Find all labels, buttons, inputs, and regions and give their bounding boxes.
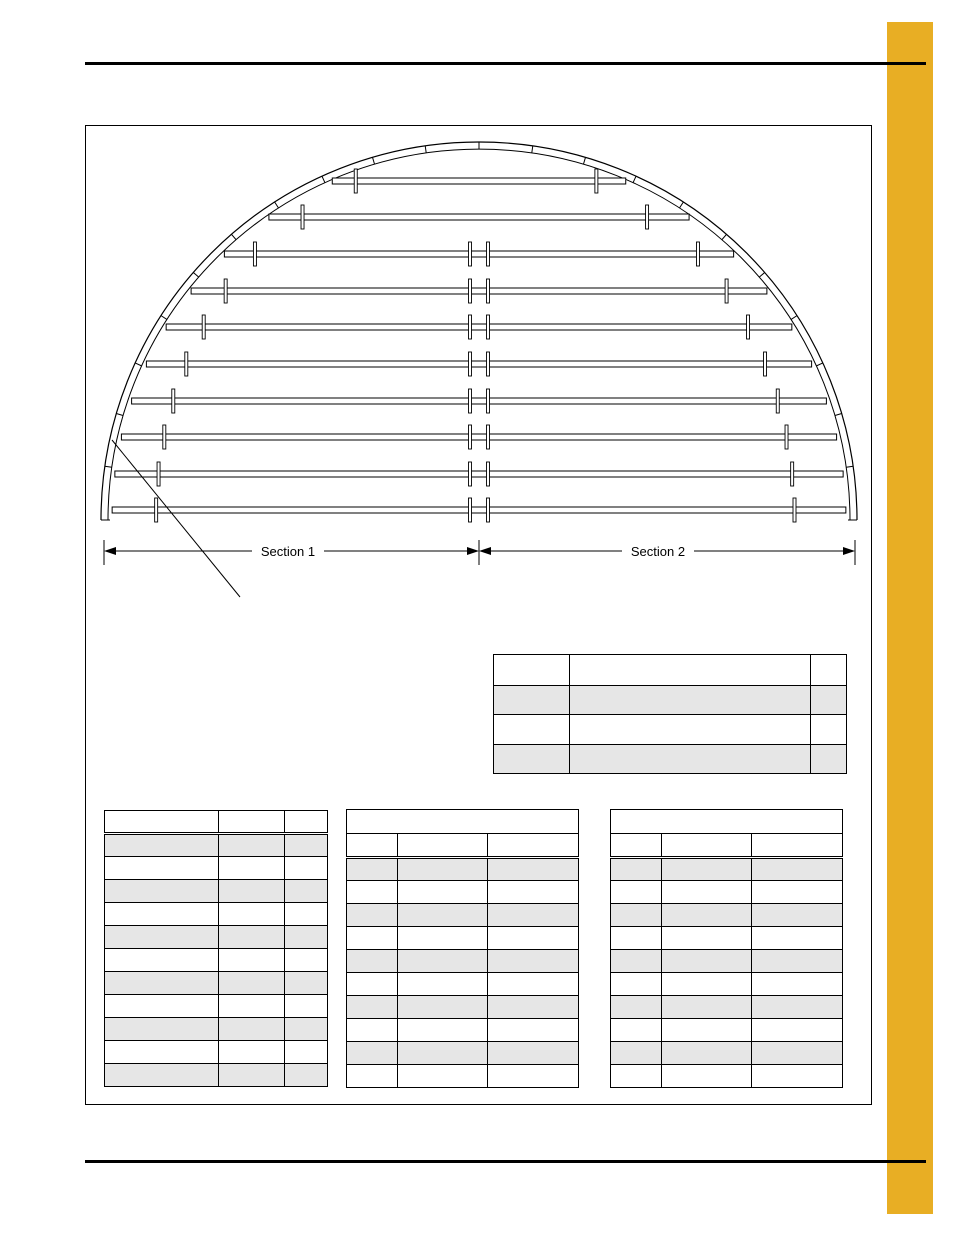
table-row — [105, 880, 328, 903]
arc-inner — [108, 149, 850, 520]
table-cell — [488, 904, 579, 927]
table-cell — [285, 949, 328, 972]
floor-perimeter-arc — [101, 142, 857, 520]
beam-support-post — [487, 242, 490, 266]
table-cell — [752, 996, 843, 1019]
beam-support-post — [202, 315, 205, 339]
table-cell — [397, 950, 488, 973]
table-header — [105, 811, 328, 834]
table-row — [611, 996, 843, 1019]
arc-outer — [101, 142, 857, 520]
table-cell — [397, 996, 488, 1019]
beam-table-b — [346, 809, 579, 1088]
floor-beam — [112, 507, 846, 513]
beam-support-post — [764, 352, 767, 376]
beam-table-a — [104, 810, 328, 1087]
table-row — [105, 1041, 328, 1064]
beam-support-post — [725, 279, 728, 303]
table-row — [347, 858, 579, 881]
table-row — [611, 858, 843, 881]
table-cell — [611, 996, 662, 1019]
arc-segment-joint — [722, 234, 727, 239]
table-cell — [347, 1019, 398, 1042]
table-cell — [347, 858, 398, 881]
section-dimensions — [104, 540, 855, 565]
table-cell — [752, 1042, 843, 1065]
table-cell — [488, 973, 579, 996]
arc-segment-joint — [275, 202, 279, 208]
table-cell — [105, 1064, 219, 1087]
table-row — [105, 995, 328, 1018]
table-cell — [219, 1041, 285, 1064]
table-row — [494, 715, 847, 745]
table-row — [347, 973, 579, 996]
table-cell — [611, 1019, 662, 1042]
table-cell — [105, 926, 219, 949]
beam-support-post — [646, 205, 649, 229]
table-row — [347, 950, 579, 973]
arc-segment-joint — [135, 363, 141, 366]
table-cell — [397, 927, 488, 950]
table-cell — [285, 995, 328, 1018]
table-row — [105, 1018, 328, 1041]
arc-segment-joint — [193, 272, 198, 277]
table-cell — [347, 927, 398, 950]
table-cell — [347, 973, 398, 996]
table-row — [347, 881, 579, 904]
parts-table-header — [494, 655, 847, 686]
table-cell — [611, 1042, 662, 1065]
arc-segment-joint — [532, 146, 533, 153]
table-cell — [397, 904, 488, 927]
table-row — [611, 904, 843, 927]
table-header — [611, 834, 843, 858]
table-row — [611, 973, 843, 996]
table-cell — [219, 926, 285, 949]
table-row — [347, 1042, 579, 1065]
floor-beam — [269, 214, 689, 220]
table-cell — [105, 1018, 219, 1041]
table-cell — [611, 950, 662, 973]
table-cell — [611, 858, 662, 881]
beam-support-post — [469, 498, 472, 522]
beam-support-post — [185, 352, 188, 376]
arc-segment-joint — [105, 466, 112, 467]
arc-segment-joint — [759, 272, 764, 277]
arc-segment-joint — [161, 316, 167, 320]
table-cell — [105, 903, 219, 926]
table-cell — [105, 834, 219, 857]
arrow-right-2 — [843, 547, 855, 555]
arrow-left-1 — [104, 547, 116, 555]
table-cell — [752, 858, 843, 881]
beam-support-post — [301, 205, 304, 229]
table-cell — [661, 1065, 752, 1088]
table-row — [347, 927, 579, 950]
arc-segment-joint — [116, 414, 123, 416]
table-cell — [347, 904, 398, 927]
table-cell — [661, 973, 752, 996]
table-cell — [488, 858, 579, 881]
beam-support-post — [793, 498, 796, 522]
table-row — [611, 881, 843, 904]
table-cell — [488, 927, 579, 950]
arc-segment-joint — [816, 363, 822, 366]
table-cell — [219, 1018, 285, 1041]
beam-support-post — [487, 425, 490, 449]
table-cell — [219, 880, 285, 903]
table-cell — [105, 949, 219, 972]
beam-support-post — [469, 279, 472, 303]
table-cell — [488, 1019, 579, 1042]
table-row — [347, 996, 579, 1019]
table-cell — [611, 881, 662, 904]
table-cell — [347, 996, 398, 1019]
table-row — [105, 903, 328, 926]
table-cell — [347, 1065, 398, 1088]
table-row — [105, 1064, 328, 1087]
table-cell — [219, 972, 285, 995]
table-row — [105, 926, 328, 949]
table-cell — [488, 881, 579, 904]
arc-segment-joint — [633, 176, 636, 182]
beam-support-post — [487, 462, 490, 486]
beam-support-post — [469, 352, 472, 376]
table-cell — [661, 858, 752, 881]
table-cell — [397, 1065, 488, 1088]
table-cell — [488, 1042, 579, 1065]
beam-support-post — [791, 462, 794, 486]
arc-segment-joint — [835, 414, 842, 416]
table-cell — [285, 857, 328, 880]
table-cell — [347, 881, 398, 904]
floor-beam — [146, 361, 811, 367]
table-cell — [219, 834, 285, 857]
table-cell — [105, 857, 219, 880]
table-title-row — [347, 810, 579, 834]
beam-support-post — [172, 389, 175, 413]
beam-support-post — [469, 389, 472, 413]
table-cell — [219, 995, 285, 1018]
section-1-label: Section 1 — [260, 544, 316, 559]
beam-support-post — [487, 389, 490, 413]
table-cell — [219, 1064, 285, 1087]
table-cell — [661, 1042, 752, 1065]
table-cell — [397, 973, 488, 996]
floor-beam — [224, 251, 733, 257]
table-cell — [285, 926, 328, 949]
table-row — [347, 904, 579, 927]
table-cell — [285, 903, 328, 926]
beam-support-post — [469, 315, 472, 339]
beam-support-post — [595, 169, 598, 193]
parts-table — [493, 654, 847, 774]
beam-support-post — [747, 315, 750, 339]
beam-support-post — [487, 352, 490, 376]
arc-segment-joint — [791, 316, 797, 320]
arc-segment-joint — [231, 234, 236, 239]
table-row — [494, 745, 847, 774]
beam-support-post — [487, 315, 490, 339]
table-cell — [752, 904, 843, 927]
floor-beam — [166, 324, 792, 330]
table-cell — [661, 927, 752, 950]
beam-support-post — [155, 498, 158, 522]
table-cell — [285, 880, 328, 903]
floor-beam — [132, 398, 827, 404]
table-row — [347, 1065, 579, 1088]
table-cell — [219, 857, 285, 880]
table-cell — [397, 858, 488, 881]
floor-beam — [121, 434, 836, 440]
table-cell — [752, 973, 843, 996]
beam-support-post — [157, 462, 160, 486]
table-cell — [661, 904, 752, 927]
arrow-right-1 — [467, 547, 479, 555]
table-cell — [661, 996, 752, 1019]
floor-support-beams — [112, 169, 846, 522]
table-cell — [752, 1019, 843, 1042]
table-cell — [488, 996, 579, 1019]
table-cell — [397, 881, 488, 904]
arc-segment-joint — [584, 157, 586, 164]
table-cell — [488, 950, 579, 973]
table-cell — [488, 1065, 579, 1088]
table-cell — [219, 949, 285, 972]
table-cell — [611, 1065, 662, 1088]
table-cell — [397, 1042, 488, 1065]
table-cell — [285, 972, 328, 995]
table-cell — [105, 995, 219, 1018]
table-row — [105, 834, 328, 857]
table-cell — [661, 881, 752, 904]
table-cell — [105, 972, 219, 995]
beam-support-post — [487, 498, 490, 522]
arc-segment-joint — [846, 466, 853, 467]
table-row — [611, 950, 843, 973]
section-2-label: Section 2 — [630, 544, 686, 559]
arc-segment-joint — [373, 157, 375, 164]
table-cell — [661, 950, 752, 973]
table-cell — [347, 950, 398, 973]
table-cell — [752, 927, 843, 950]
table-cell — [285, 834, 328, 857]
beam-support-post — [224, 279, 227, 303]
table-cell — [285, 1018, 328, 1041]
floor-beam — [115, 471, 843, 477]
callout-leader-line — [112, 440, 240, 597]
beam-support-post — [469, 462, 472, 486]
beam-support-post — [487, 279, 490, 303]
table-cell — [611, 904, 662, 927]
arc-segment-joint — [425, 146, 426, 153]
beam-table-c — [610, 809, 843, 1088]
beam-support-post — [776, 389, 779, 413]
table-cell — [105, 880, 219, 903]
table-cell — [752, 881, 843, 904]
beam-support-post — [163, 425, 166, 449]
beam-support-post — [696, 242, 699, 266]
table-cell — [611, 973, 662, 996]
table-row — [611, 1042, 843, 1065]
table-cell — [105, 1041, 219, 1064]
beam-support-post — [785, 425, 788, 449]
table-row — [105, 972, 328, 995]
beam-support-post — [354, 169, 357, 193]
arc-segment-joint — [322, 176, 325, 182]
table-row — [611, 1019, 843, 1042]
beam-support-post — [469, 425, 472, 449]
table-row — [611, 927, 843, 950]
table-row — [105, 857, 328, 880]
table-cell — [285, 1064, 328, 1087]
arc-segment-joint — [680, 202, 684, 208]
table-row — [611, 1065, 843, 1088]
table-cell — [347, 1042, 398, 1065]
table-cell — [752, 1065, 843, 1088]
table-cell — [397, 1019, 488, 1042]
table-cell — [752, 950, 843, 973]
table-cell — [285, 1041, 328, 1064]
footer-rule — [85, 1160, 926, 1163]
floor-beam — [191, 288, 767, 294]
table-row — [347, 1019, 579, 1042]
table-cell — [661, 1019, 752, 1042]
table-cell — [219, 903, 285, 926]
table-row — [494, 686, 847, 715]
table-row — [105, 949, 328, 972]
beam-support-post — [253, 242, 256, 266]
table-cell — [611, 927, 662, 950]
table-title-row — [611, 810, 843, 834]
floor-beam — [332, 178, 625, 184]
beam-support-post — [469, 242, 472, 266]
table-header — [347, 834, 579, 858]
arrow-left-2 — [479, 547, 491, 555]
